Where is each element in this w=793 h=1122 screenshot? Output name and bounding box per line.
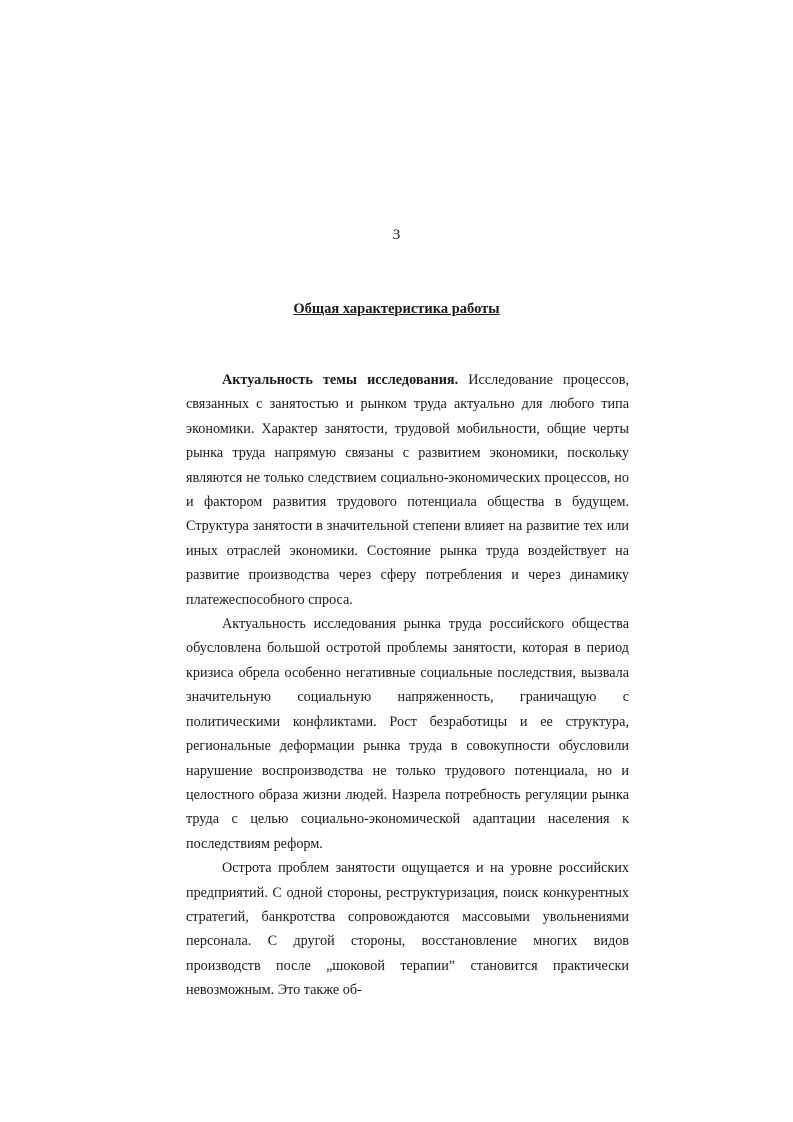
body-text: [186, 368, 629, 1003]
paragraph-lead: Актуальность темы исследования.: [222, 372, 459, 388]
paragraph-enterprises: [186, 856, 629, 1002]
paragraph-text: Исследование процессов, связанных с занятостью и рынком труда актуально для любого типа экономики. Характер занятости, трудовой мобильности, общие черты рынка труда напрямую связаны с развитием экономики, поскольку являются не только следствием социально-экономических процессов, но и фактором развития трудового потенциала общества в будущем. Структура занятости в значительной степени влияет на развитие тех или иных отраслей экономики. Состояние рынка труда воздействует на развитие производства через сферу потребления и через динамику платежеспособного спроса.: [186, 372, 630, 608]
section-heading: Общая характеристика работы: [293, 301, 500, 317]
paragraph-text: Острота проблем занятости ощущается и на уровне российских предприятий. С одной стороны, реструктуризация, поиск конкурентных стратегий, банкротства сопровождаются массовыми увольнениями персонала. С другой стороны, восстановление многих видов производств после „шоковой терапии” становится практически невозможным. Это также об-: [186, 860, 629, 999]
page-number: 3: [392, 227, 401, 243]
paragraph-relevance: [186, 368, 629, 612]
paragraph-text: Актуальность исследования рынка труда российского общества обусловлена большой остротой проблемы занятости, которая в период кризиса обрела особенно негативные социальные последствия, вызвала значительную социальную напряженность, граничащую с политическими конфликтами. Рост безработицы и ее структура, региональные деформации рынка труда в совокупности обусловили нарушение воспроизводства не только трудового потенциала, но и целостного образа жизни людей. Назрела потребность регуляции рынка труда с целью социально-экономической адаптации населения к последствиям реформ.: [186, 616, 629, 852]
paragraph-labor-market: [186, 612, 629, 856]
